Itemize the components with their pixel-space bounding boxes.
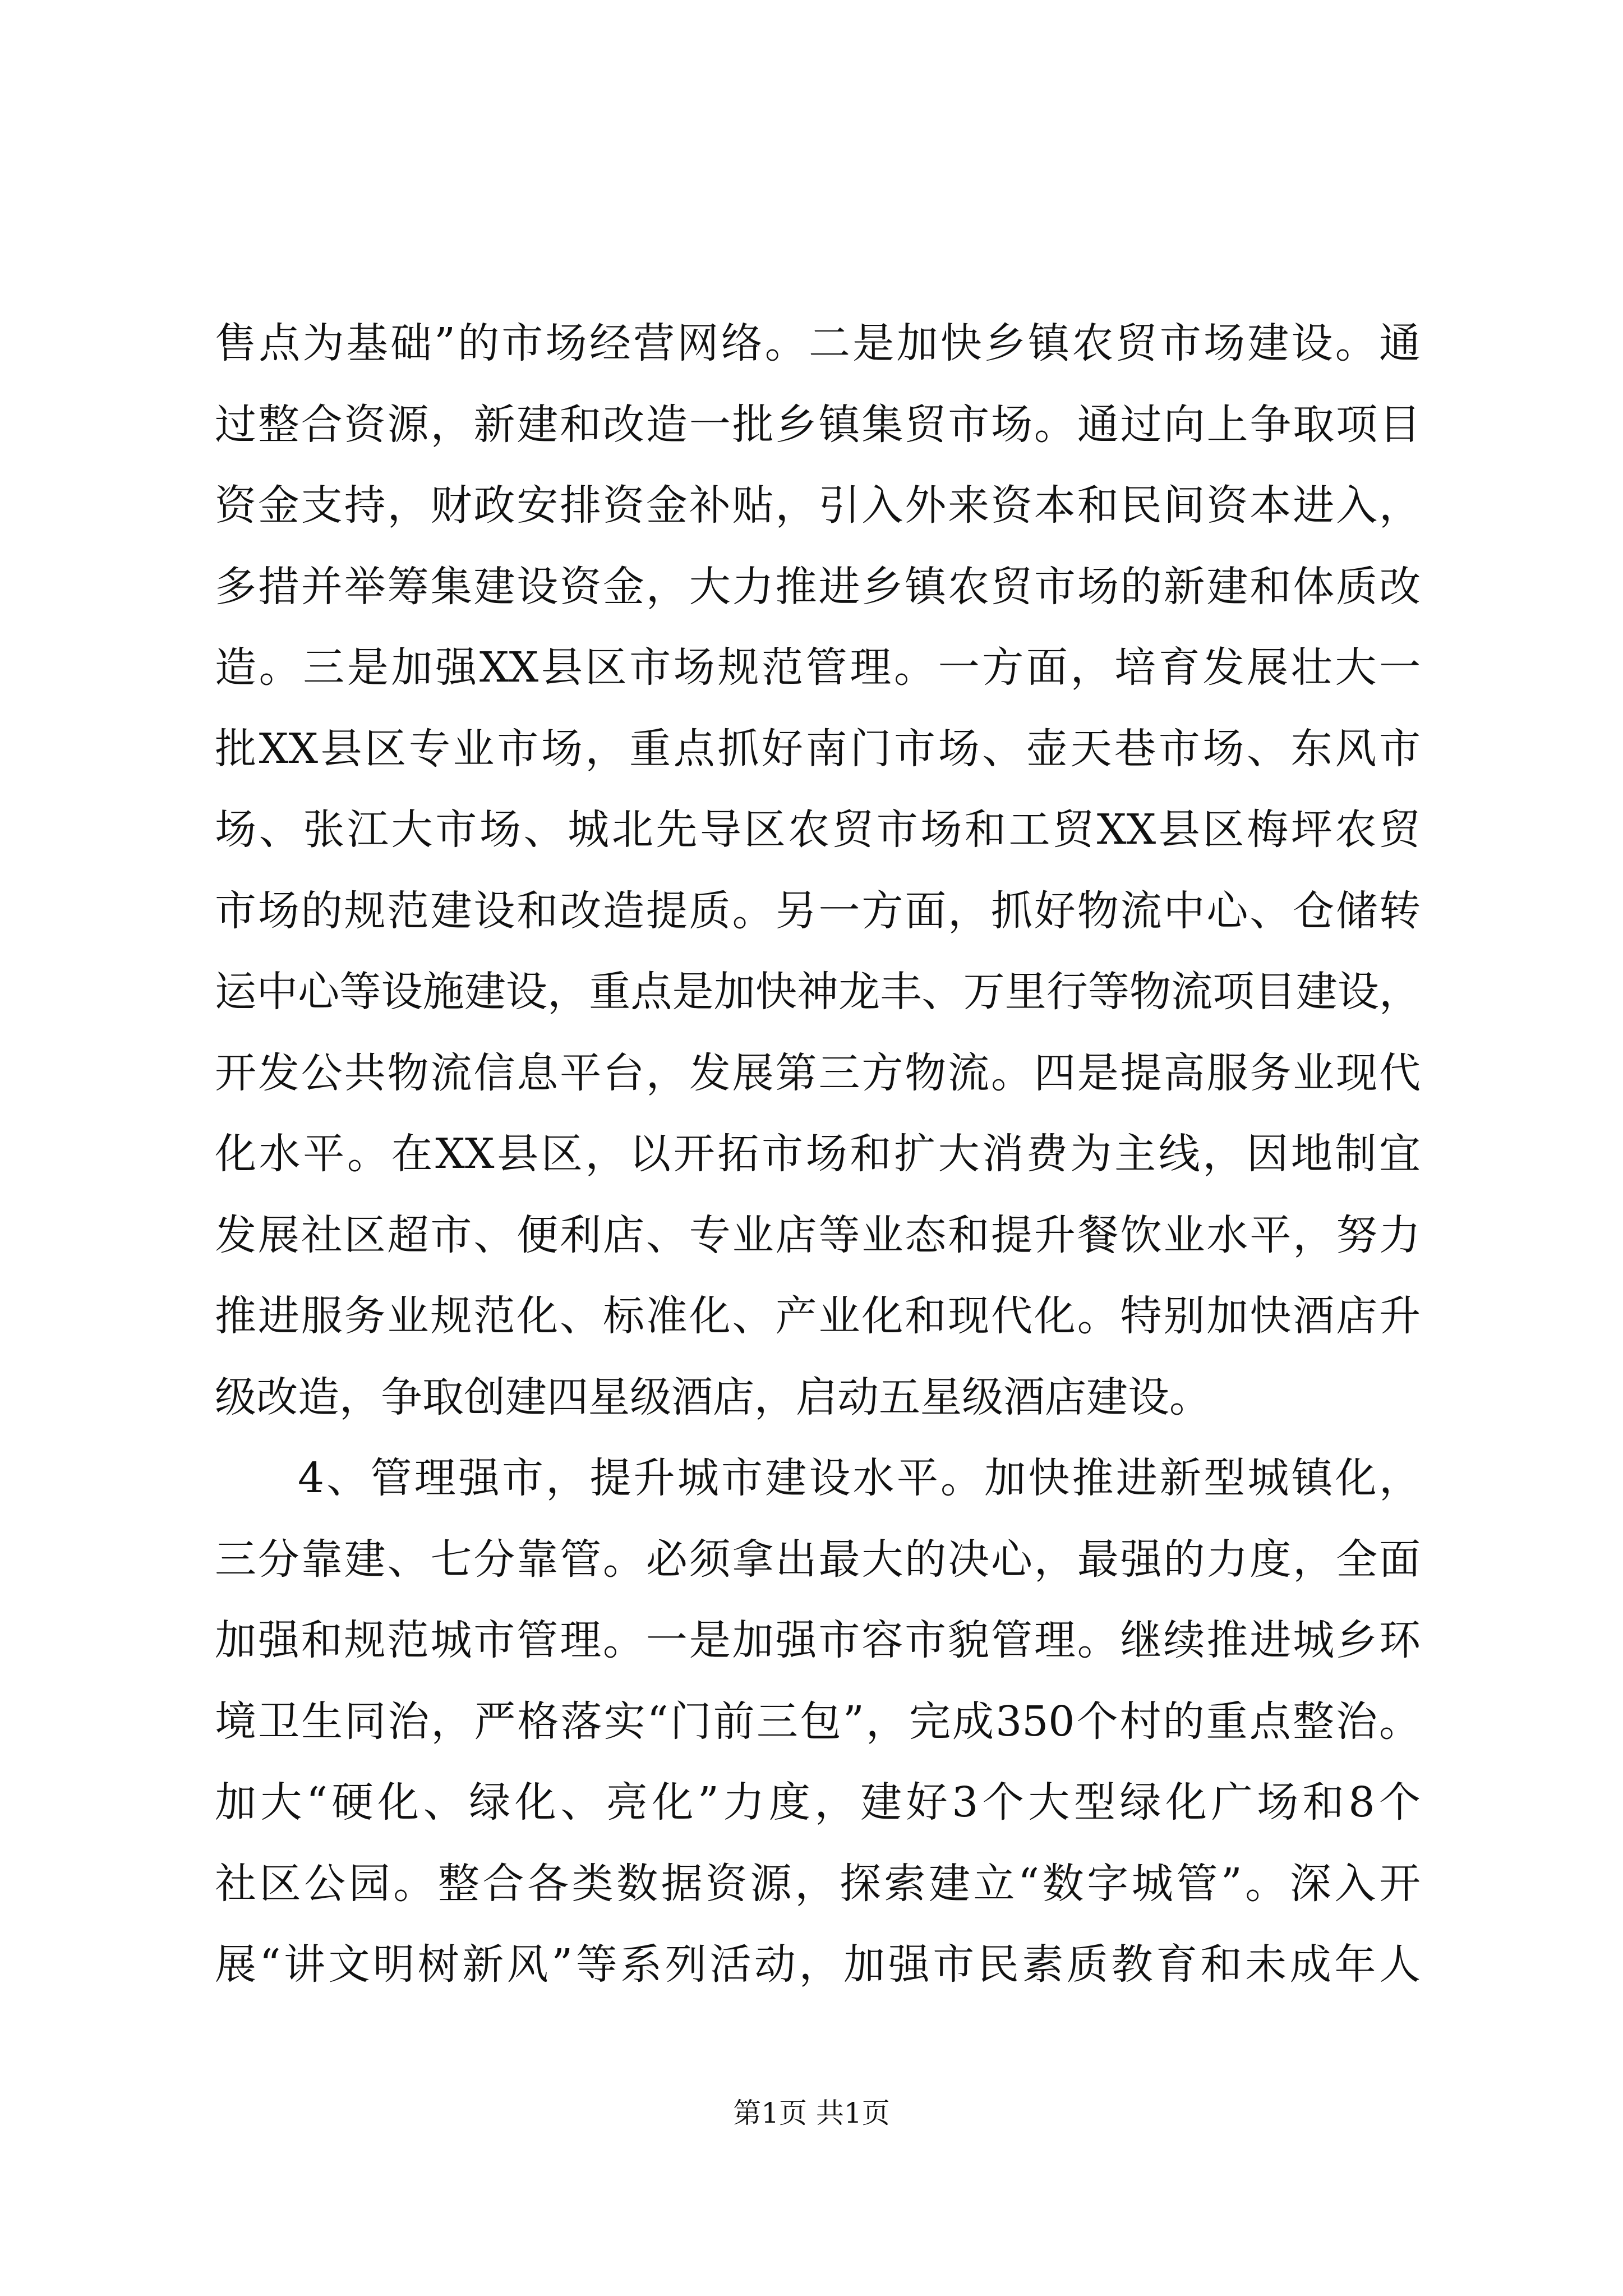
text-line: 加大“硬化、绿化、亮化”力度，建好3个大型绿化广场和8个 — [215, 1778, 1421, 1826]
text-line: 化水平。在XX县区，以开拓市场和扩大消费为主线，因地制宜 — [215, 1130, 1421, 1178]
text-line: 售点为基础”的市场经营网络。二是加快乡镇农贸市场建设。通 — [215, 319, 1421, 367]
text-line: 过整合资源，新建和改造一批乡镇集贸市场。通过向上争取项目 — [215, 400, 1421, 449]
text-line: 场、张江大市场、城北先导区农贸市场和工贸XX县区梅坪农贸 — [215, 806, 1421, 854]
text-line: 造。三是加强XX县区市场规范管理。一方面，培育发展壮大一 — [215, 643, 1421, 692]
paragraph-first-line: 4、管理强市，提升城市建设水平。加快推进新型城镇化， — [298, 1454, 1421, 1502]
text-line: 社区公园。整合各类数据资源，探索建立“数字城管”。深入开 — [215, 1859, 1421, 1908]
text-line: 运中心等设施建设，重点是加快神龙丰、万里行等物流项目建设， — [215, 968, 1421, 1016]
text-line: 市场的规范建设和改造提质。另一方面，抓好物流中心、仓储转 — [215, 886, 1421, 935]
text-line: 境卫生同治，严格落实“门前三包”，完成350个村的重点整治。 — [215, 1697, 1421, 1746]
text-line: 三分靠建、七分靠管。必须拿出最大的决心，最强的力度，全面 — [215, 1535, 1421, 1584]
text-line: 加强和规范城市管理。一是加强市容市貌管理。继续推进城乡环 — [215, 1616, 1421, 1664]
text-line: 多措并举筹集建设资金，大力推进乡镇农贸市场的新建和体质改 — [215, 562, 1421, 611]
text-line: 发展社区超市、便利店、专业店等业态和提升餐饮业水平，努力 — [215, 1211, 1421, 1259]
text-line: 展“讲文明树新风”等系列活动，加强市民素质教育和未成年人 — [215, 1940, 1421, 1989]
paragraph-last-line: 级改造，争取创建四星级酒店，启动五星级酒店建设。 — [215, 1373, 1211, 1421]
text-line: 推进服务业规范化、标准化、产业化和现代化。特别加快酒店升 — [215, 1292, 1421, 1340]
text-line: 批XX县区专业市场，重点抓好南门市场、壶天巷市场、东风市 — [215, 724, 1421, 773]
text-line: 资金支持，财政安排资金补贴，引入外来资本和民间资本进入， — [215, 481, 1421, 530]
page-number-footer: 第1页 共1页 — [733, 2097, 890, 2129]
text-line: 开发公共物流信息平台，发展第三方物流。四是提高服务业现代 — [215, 1048, 1421, 1097]
document-body — [215, 303, 1421, 2005]
